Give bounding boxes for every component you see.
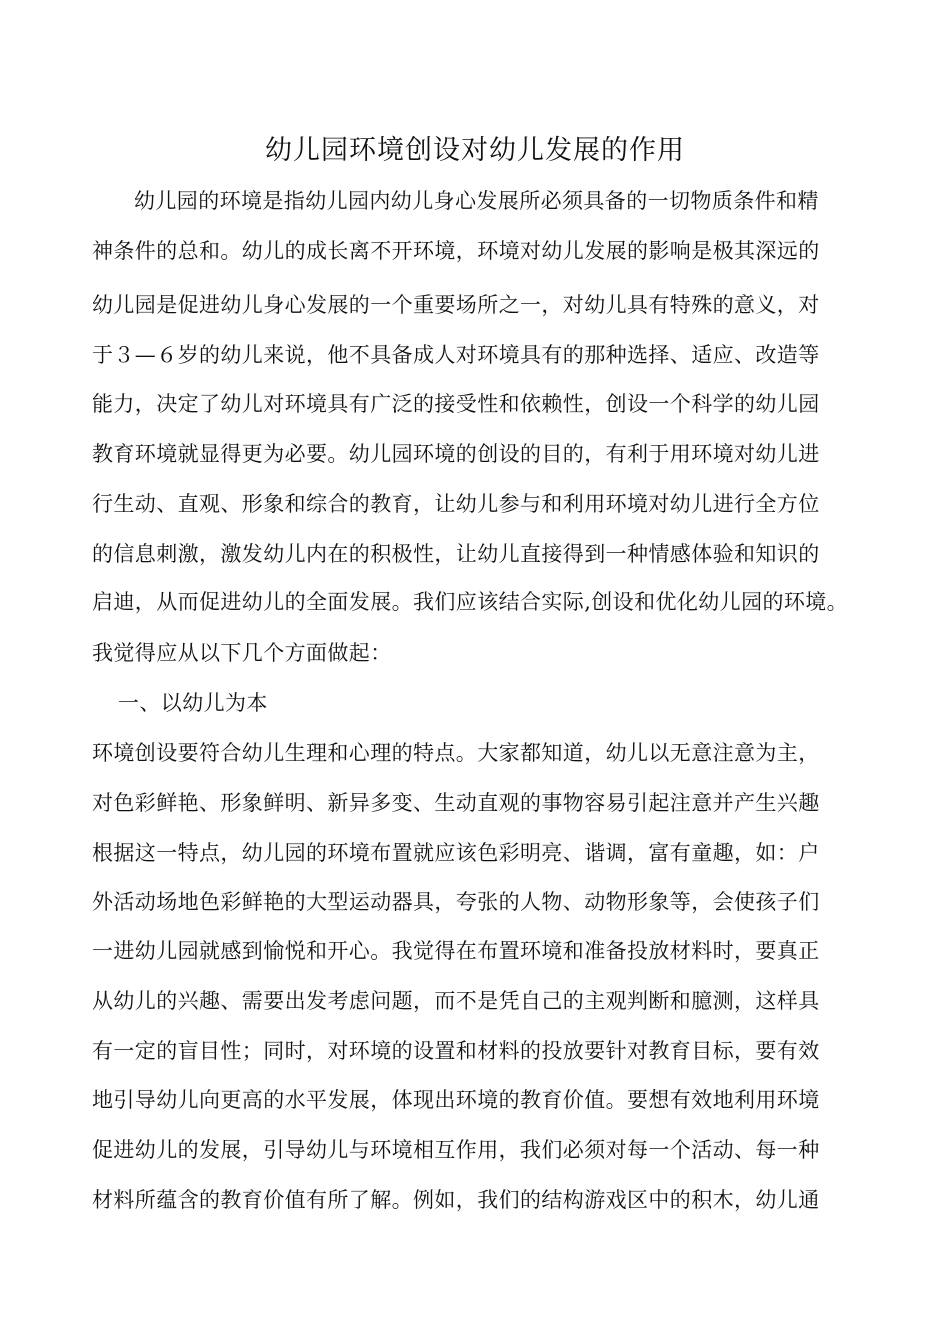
paragraph-line: 地引导幼儿向更高的水平发展，体现出环境的教育价值。要想有效地利用环境 — [92, 1088, 820, 1112]
paragraph-line: 我觉得应从以下几个方面做起： — [92, 641, 392, 665]
paragraph-line: 外活动场地色彩鲜艳的大型运动器具，夸张的人物、动物形象等，会使孩子们 — [92, 890, 820, 914]
paragraph-line: 幼儿园是促进幼儿身心发展的一个重要场所之一，对幼儿具有特殊的意义，对 — [92, 293, 820, 317]
paragraph-line: 根据这一特点，幼儿园的环境布置就应该色彩明亮、谐调，富有童趣，如：户 — [92, 841, 820, 865]
document-title: 幼儿园环境创设对幼儿发展的作用 — [265, 135, 685, 166]
paragraph-line: 有一定的盲目性；同时，对环境的设置和材料的投放要针对教育目标，要有效 — [92, 1039, 820, 1063]
paragraph-line: 能力，决定了幼儿对环境具有广泛的接受性和依赖性，创设一个科学的幼儿园 — [92, 392, 820, 416]
paragraph-line: 对色彩鲜艳、形象鲜明、新异多变、生动直观的事物容易引起注意并产生兴趣 — [92, 791, 820, 815]
paragraph-line: 的信息刺激，激发幼儿内在的积极性，让幼儿直接得到一种情感体验和知识的 — [92, 542, 820, 566]
paragraph-line: 启迪，从而促进幼儿的全面发展。我们应该结合实际,创设和优化幼儿园的环境。 — [92, 590, 849, 614]
paragraph-line: 行生动、直观、形象和综合的教育，让幼儿参与和利用环境对幼儿进行全方位 — [92, 492, 820, 516]
paragraph-line: 于３—６岁的幼儿来说，他不具备成人对环境具有的那种选择、适应、改造等 — [92, 343, 820, 367]
paragraph-line: 环境创设要符合幼儿生理和心理的特点。大家都知道，幼儿以无意注意为主， — [92, 741, 820, 765]
paragraph-line: 教育环境就显得更为必要。幼儿园环境的创设的目的，有利于用环境对幼儿进 — [92, 442, 820, 466]
paragraph-line: 材料所蕴含的教育价值有所了解。例如，我们的结构游戏区中的积木，幼儿通 — [92, 1188, 820, 1212]
section-heading: 一、以幼儿为本 — [118, 691, 268, 715]
paragraph-line: 一进幼儿园就感到愉悦和开心。我觉得在布置环境和准备投放材料时，要真正 — [92, 939, 820, 963]
paragraph-line: 促进幼儿的发展，引导幼儿与环境相互作用，我们必须对每一个活动、每一种 — [92, 1138, 820, 1162]
paragraph-line: 幼儿园的环境是指幼儿园内幼儿身心发展所必须具备的一切物质条件和精 — [134, 189, 819, 213]
paragraph-line: 从幼儿的兴趣、需要出发考虑问题，而不是凭自己的主观判断和臆测，这样具 — [92, 989, 820, 1013]
paragraph-line: 神条件的总和。幼儿的成长离不开环境，环境对幼儿发展的影响是极其深远的 — [92, 239, 820, 263]
